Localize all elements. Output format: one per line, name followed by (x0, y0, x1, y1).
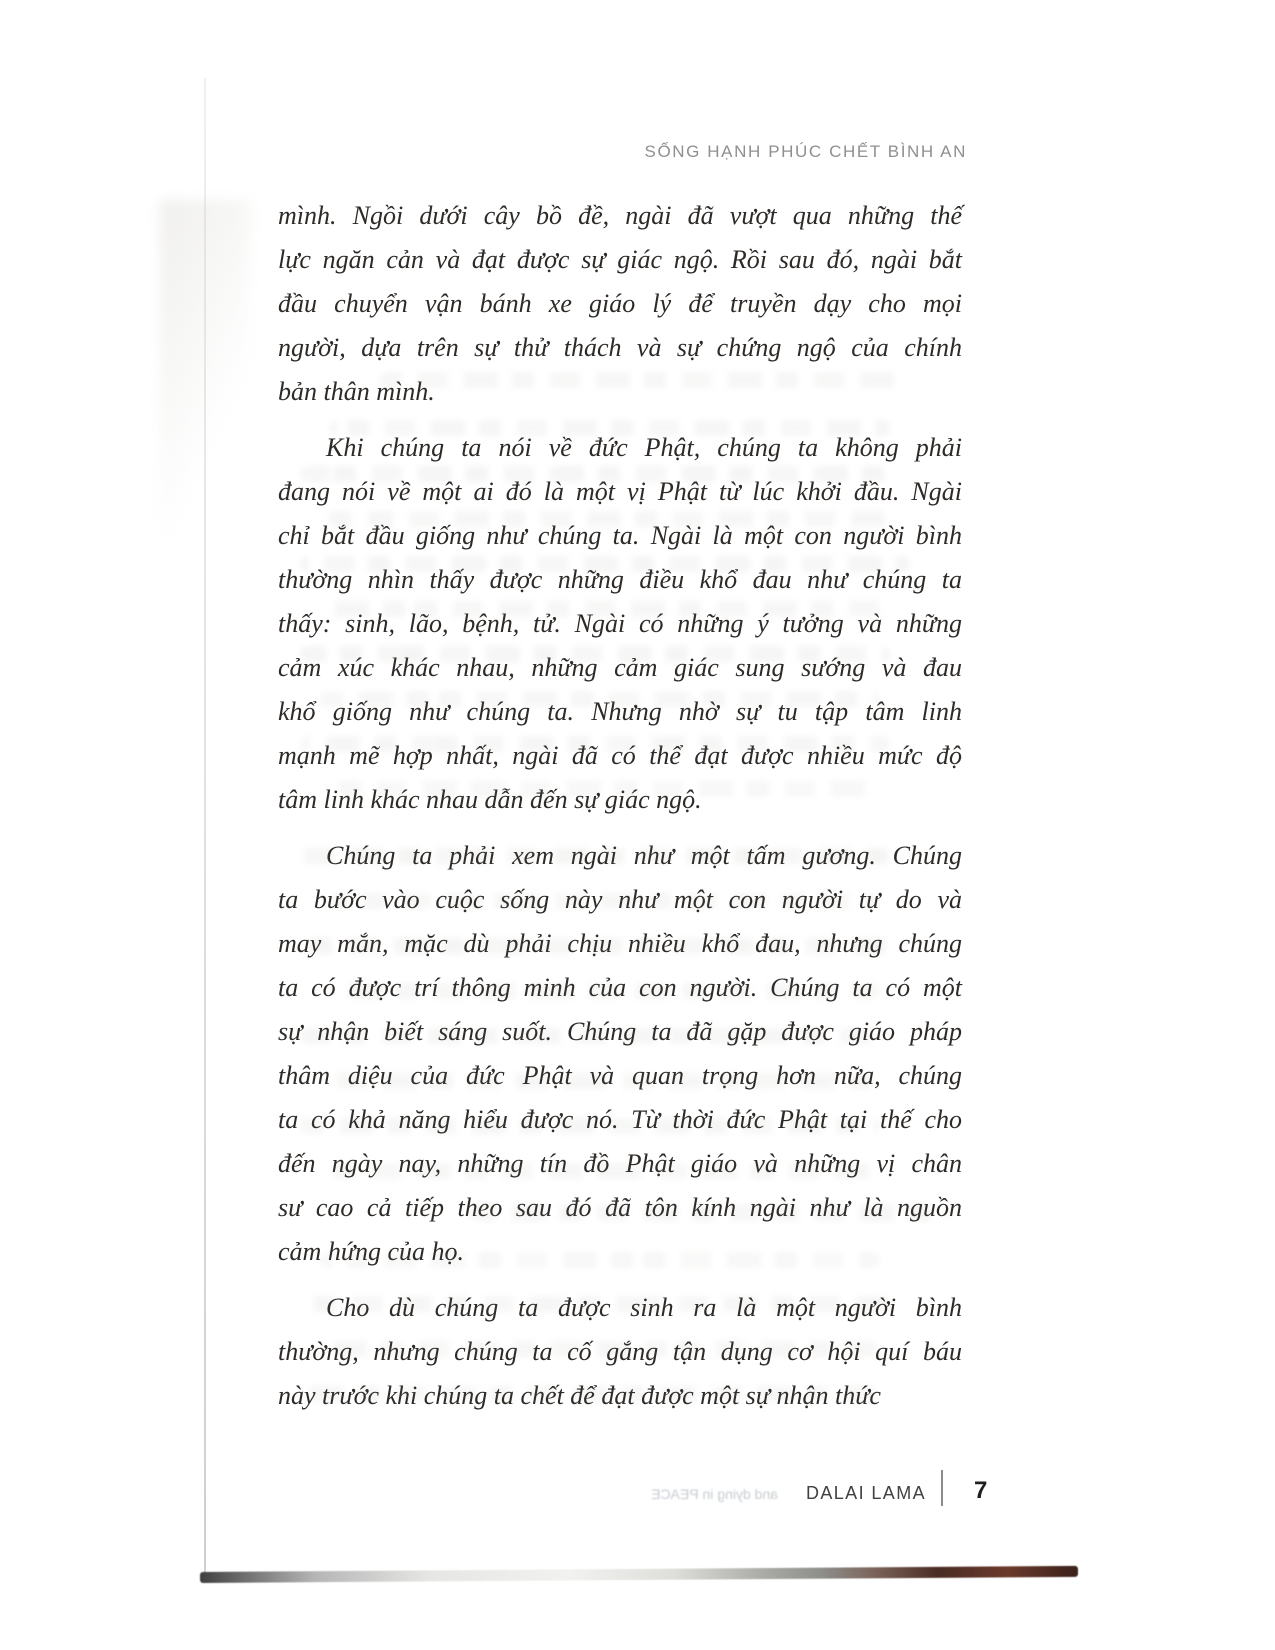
bleedthrough-smudge (320, 1341, 880, 1357)
text-line: cảm xúc khác nhau, những cảm giác sung sướng và đau (278, 653, 962, 682)
bleedthrough-smudge (300, 1386, 880, 1402)
bleedthrough-smudge (330, 1073, 880, 1089)
text-line: ta có khả năng hiểu được nó. Từ thời đức Phật tại thế cho (278, 1105, 962, 1134)
bleedthrough-smudge (330, 1163, 880, 1179)
paragraph (278, 426, 962, 822)
running-header-title: SỐNG HẠNH PHÚC CHẾT BÌNH AN (644, 142, 967, 161)
bleedthrough-smudge (300, 466, 900, 482)
text-line: sư cao cả tiếp theo sau đó đã tôn kính ngài như là nguồn (278, 1193, 962, 1222)
bleedthrough-smudge (470, 1205, 950, 1221)
text-line: mình. Ngồi dưới cây bồ đề, ngài đã vượt qua những thế (278, 201, 962, 230)
bleedthrough-smudge (300, 1118, 880, 1134)
text-line: Cho dù chúng ta được sinh ra là một người bình (326, 1293, 962, 1322)
text-line: khổ giống như chúng ta. Nhưng nhờ sự tu tập tâm linh (278, 697, 962, 726)
bleedthrough-smudge (330, 983, 880, 999)
text-line: đang nói về một ai đó là một vị Phật từ lúc khởi đầu. Ngài (278, 477, 962, 506)
footer-author: DALAI LAMA (805, 1483, 926, 1503)
text-line: chỉ bắt đầu giống như chúng ta. Ngài là một con người bình (278, 521, 962, 550)
bleedthrough-smudge (330, 781, 870, 797)
footer-divider-line (941, 1470, 943, 1506)
bleedthrough-smudge (300, 938, 890, 954)
text-line: mạnh mẽ hợp nhất, ngài đã có thể đạt được nhiều mức độ (278, 741, 962, 770)
text-line: đến ngày nay, những tín đồ Phật giáo và những vị chân (278, 1149, 962, 1178)
book-bottom-edge (200, 1566, 1078, 1583)
bleedthrough-smudge (300, 556, 910, 572)
text-line: thấy: sinh, lão, bệnh, tử. Ngài có những ý tưởng và những (278, 609, 962, 638)
bleedthrough-smudge (300, 646, 890, 662)
bleedthrough-smudge (330, 601, 890, 617)
page-number: 7 (974, 1477, 988, 1504)
bleedthrough-smudge (300, 1028, 890, 1044)
text-line: ta có được trí thông minh của con người. Chúng ta có một (278, 973, 962, 1002)
bleedthrough-smudge (380, 372, 900, 388)
text-line: cảm hứng của họ. (278, 1237, 465, 1266)
text-line: đầu chuyển vận bánh xe giáo lý để truyền dạy cho mọi (278, 289, 962, 318)
bleedthrough-smudge (300, 1296, 890, 1312)
bleedthrough-smudge (300, 848, 900, 864)
text-line: này trước khi chúng ta chết để đạt được một sự nhận thức (278, 1381, 881, 1410)
text-line: may mắn, mặc dù phải chịu nhiều khổ đau, nhưng chúng (278, 929, 962, 958)
text-line: người, dựa trên sự thử thách và sự chứng ngộ của chính (278, 333, 962, 362)
text-line: sự nhận biết sáng suốt. Chúng ta đã gặp được giáo pháp (278, 1017, 962, 1046)
bleedthrough-smudge (300, 736, 890, 752)
text-line: Chúng ta phải xem ngài như một tấm gương. Chúng (326, 841, 962, 870)
bleedthrough-footer-text: and dying in PEACE (651, 1486, 778, 1502)
bleedthrough-smudge (330, 420, 890, 436)
bleedthrough-smudge (320, 691, 880, 707)
bleedthrough-smudge (330, 893, 880, 909)
text-line: thường, nhưng chúng ta cố gắng tận dụng cơ hội quí báu (278, 1337, 962, 1366)
text-line: thường nhìn thấy được những điều khổ đau như chúng ta (278, 565, 962, 594)
page-left-edge (204, 78, 206, 1578)
text-line: lực ngăn cản và đạt được sự giác ngộ. Rồi sau đó, ngài bắt (278, 245, 962, 274)
text-line: Khi chúng ta nói về đức Phật, chúng ta không phải (326, 433, 962, 462)
text-line: ta bước vào cuộc sống này như một con người tự do và (278, 885, 962, 914)
bleedthrough-smudge (320, 511, 890, 527)
text-line: tâm linh khác nhau dẫn đến sự giác ngộ. (278, 785, 702, 814)
text-line: bản thân mình. (278, 377, 435, 406)
text-line: thâm diệu của đức Phật và quan trọng hơn nữa, chúng (278, 1061, 962, 1090)
bleedthrough-smudge (320, 1252, 880, 1268)
